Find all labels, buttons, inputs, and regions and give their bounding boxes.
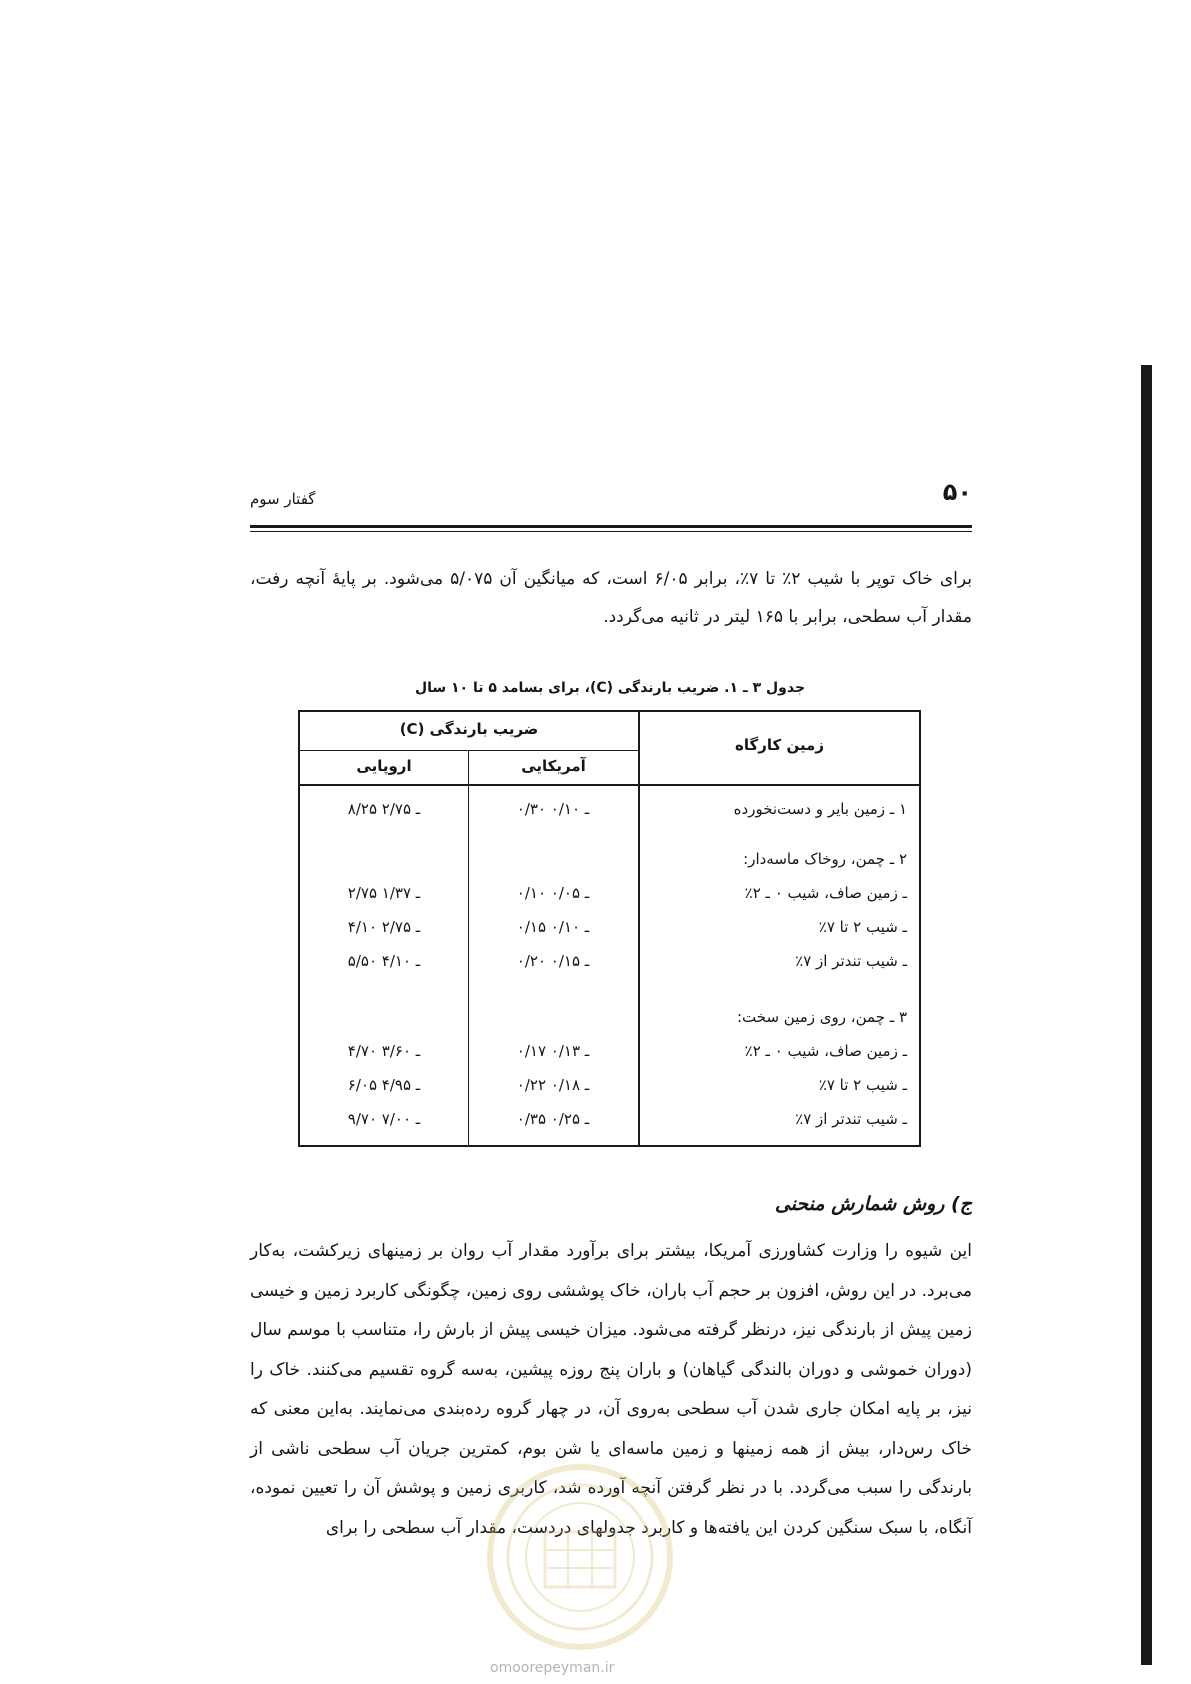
section-heading: ج) روش شمارش منحنی (774, 1193, 972, 1215)
table-row (300, 918, 919, 946)
european-cell: ۴/۱۰ ـ ۲/۷۵ (347, 918, 421, 936)
header-rule-thin (250, 531, 972, 532)
running-title: گفتار سوم (250, 490, 316, 508)
header-european: اروپایی (356, 757, 412, 775)
european-cell: ۴/۷۰ ـ ۳/۶۰ (347, 1042, 421, 1060)
runoff-coefficient-table (298, 710, 921, 1147)
site-cell: ـ شیب ۲ تا ۷٪ (818, 1076, 907, 1094)
european-cell: ۸/۲۵ ـ ۲/۷۵ (347, 800, 421, 818)
table-caption: جدول ۳ ـ ۱. ضریب بارندگی (C)، برای بسامد ۵ تا ۱۰ سال (414, 680, 806, 696)
table-row (300, 800, 919, 828)
table-row (300, 850, 919, 878)
page-number: ۵۰ (942, 478, 972, 506)
european-cell: ۹/۷۰ ـ ۷/۰۰ (347, 1110, 421, 1128)
american-cell: ۰/۱۷ ـ ۰/۱۳ (516, 1042, 590, 1060)
table-row (300, 884, 919, 912)
header-american: آمریکایی (521, 757, 586, 775)
european-cell: ۲/۷۵ ـ ۱/۳۷ (347, 884, 421, 902)
page-edge-shadow (1141, 365, 1152, 1665)
watermark-text: omoorepeyman.ir (490, 1660, 615, 1676)
american-cell: ۰/۲۲ ـ ۰/۱۸ (516, 1076, 590, 1094)
american-cell: ۰/۳۰ ـ ۰/۱۰ (516, 800, 590, 818)
american-cell: ۰/۳۵ ـ ۰/۲۵ (516, 1110, 590, 1128)
table-row (300, 1110, 919, 1138)
american-cell: ۰/۱۵ ـ ۰/۱۰ (516, 918, 590, 936)
intro-paragraph: برای خاک توپر با شیب ۲٪ تا ۷٪، برابر ۶/۰۵ است، که میانگین آن ۵/۰۷۵ می‌شود. بر پایهٔ آنچه رفت، مقدار آب سطحی، برابر با ۱۶۵ لیتر در ثانیه می‌گردد. (250, 569, 972, 627)
american-cell: ۰/۱۰ ـ ۰/۰۵ (516, 884, 590, 902)
header-site: زمین کارگاه (735, 736, 824, 754)
site-cell: ۳ ـ چمن، روی زمین سخت: (737, 1008, 907, 1026)
library-stamp-icon (485, 1462, 675, 1652)
site-cell: ـ شیب ۲ تا ۷٪ (818, 918, 907, 936)
table-divider-coef (300, 750, 640, 751)
european-cell: ۶/۰۵ ـ ۴/۹۵ (347, 1076, 421, 1094)
site-cell: ـ زمین صاف، شیب ۰ ـ ۲٪ (744, 1042, 907, 1060)
table-row (300, 1008, 919, 1036)
page-header (250, 478, 972, 518)
european-cell: ۵/۵۰ ـ ۴/۱۰ (347, 952, 421, 970)
header-rule (250, 525, 972, 528)
site-cell: ـ زمین صاف، شیب ۰ ـ ۲٪ (744, 884, 907, 902)
table-row (300, 952, 919, 980)
site-cell: ـ شیب تندتر از ۷٪ (795, 952, 907, 970)
american-cell: ۰/۲۰ ـ ۰/۱۵ (516, 952, 590, 970)
table-divider-header (300, 784, 919, 786)
body-paragraph: این شیوه را وزارت کشاورزی آمریکا، بیشتر برای برآورد مقدار آب روان بر زمینهای زیرکشت، به‌کار می‌برد. در این روش، افزون بر حجم آب باران، خاک پوششی روی زمین، چگونگی کاربرد زمین و خیسی زمین پیش از بارندگی نیز، درنظر گرفته می‌شود. میزان خیسی پیش از بارش را، متناسب با موسم سال (دوران خموشی و دوران بالندگی گیاهان) و باران پنج روزه پیشین، به‌سه گروه تقسیم می‌کنند. خاک را نیز، بر پایه امکان جاری شدن آب سطحی به‌روی آن، در چهار گروه رده‌بندی می‌نمایند. به‌این معنی که خاک رس‌دار، بیش از همه زمینها و زمین ماسه‌ای یا شن بوم، کمترین جریان آب سطحی ناشی از بارندگی را سبب می‌گردد. با در نظر گرفتن آنچه آورده شد، کاربری زمین و پوشش آن را تعیین نموده، آنگاه، با سبک سنگین کردن این یافته‌ها و کاربرد جدولهای دردست، مقدار آب سطحی را برای (250, 1241, 972, 1538)
header-coefficient: ضریب بارندگی (C) (399, 720, 539, 738)
site-cell: ۱ ـ زمین بایر و دست‌نخورده (733, 800, 907, 818)
table-row (300, 1042, 919, 1070)
table-row (300, 1076, 919, 1104)
site-cell: ـ شیب تندتر از ۷٪ (795, 1110, 907, 1128)
site-cell: ۲ ـ چمن، روخاک ماسه‌دار: (743, 850, 907, 868)
